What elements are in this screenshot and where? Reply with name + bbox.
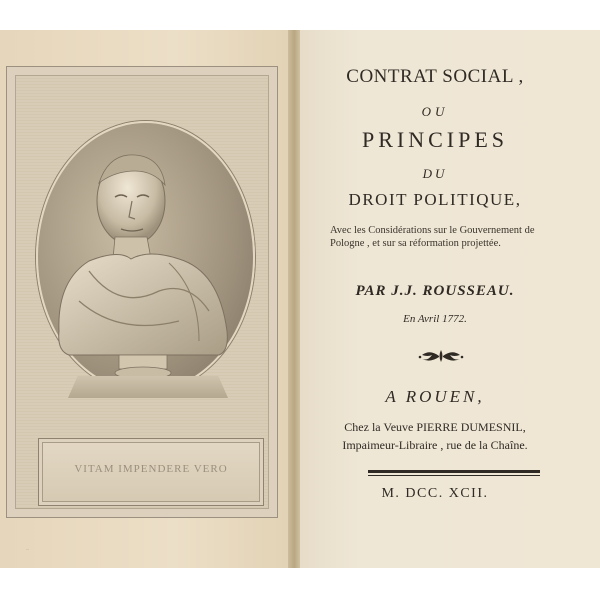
publisher-line-2: Impaimeur-Libraire , rue de la Chaîne. (342, 438, 528, 452)
subtitle-description: Avec les Considérations sur le Gouvernement de Pologne , et sur sa réformation projettée. (330, 225, 535, 249)
motto-text: VITAM IMPENDERE VERO (74, 463, 228, 475)
connector-ou: OU (421, 104, 449, 119)
date-line: En Avril 1772. (403, 313, 467, 325)
thick-rule (368, 470, 540, 473)
motto-panel (38, 438, 264, 506)
title-line-principes: PRINCIPES (361, 127, 509, 152)
bust-portrait-icon (49, 141, 239, 381)
frontispiece-page (0, 30, 292, 568)
publication-year: M. DCC. XCII. (381, 486, 489, 501)
title-line-droit-politique: DROIT POLITIQUE, (348, 190, 522, 209)
author-line: PAR J.J. ROUSSEAU. (355, 283, 515, 299)
engraved-plate (6, 66, 278, 551)
plate-inner-frame (15, 75, 269, 551)
publisher-line-1: Chez la Veuve PIERRE DUMESNIL, (344, 420, 526, 434)
title-line-contrat-social: CONTRAT SOCIAL , (346, 66, 524, 87)
thin-rule (368, 475, 540, 476)
engraver-credit: ... (26, 546, 29, 551)
fleuron-ornament-icon (418, 347, 464, 365)
pedestal-base (68, 376, 228, 398)
connector-du: DU (422, 166, 448, 181)
place-of-publication: A ROUEN, (385, 387, 485, 406)
